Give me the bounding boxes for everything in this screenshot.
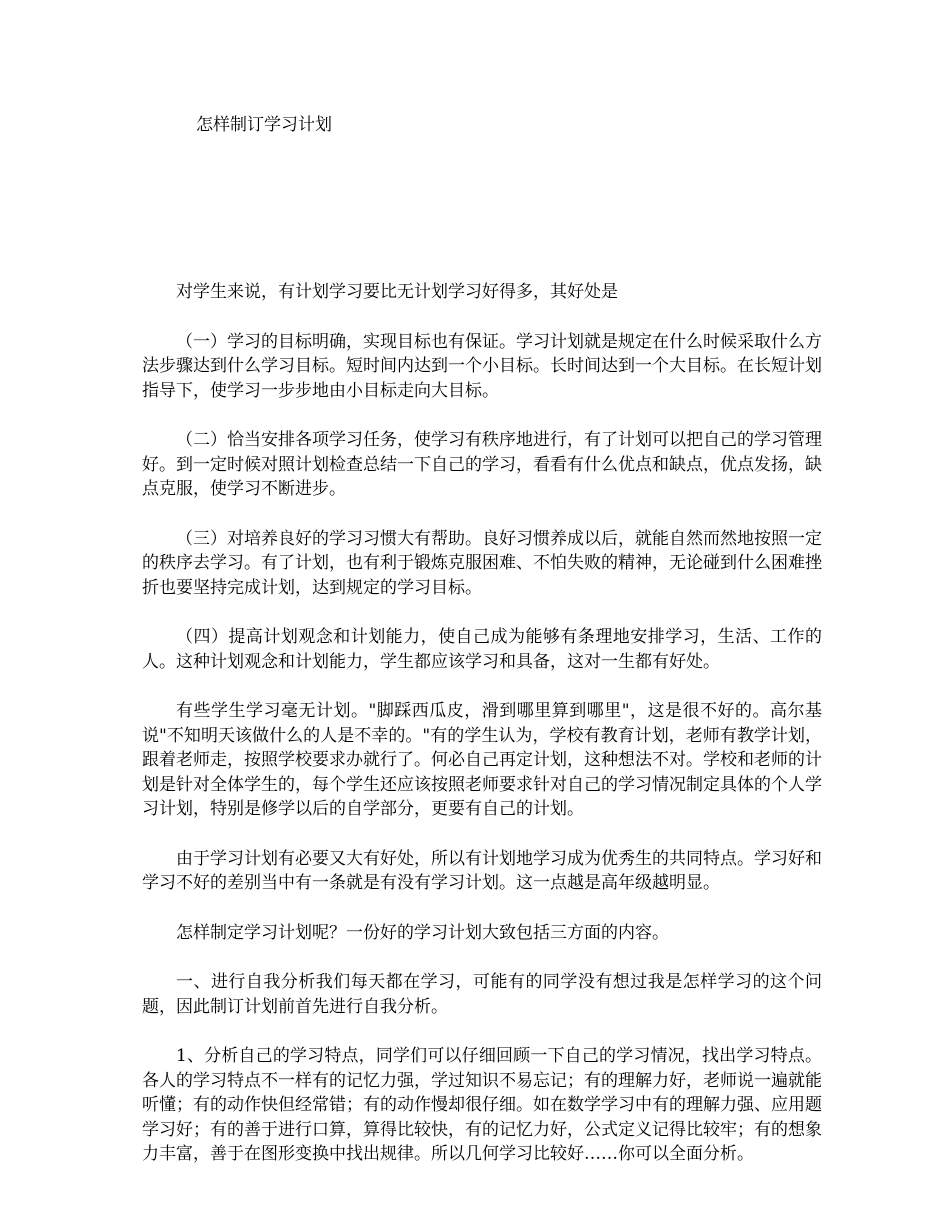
paragraph-how-to: 怎样制定学习计划呢？一份好的学习计划大致包括三方面的内容。 bbox=[176, 922, 669, 943]
paragraph-intro: 对学生来说，有计划学习要比无计划学习好得多，其好处是 bbox=[176, 282, 618, 302]
paragraph-benefit-4: （四）提高计划观念和计划能力，使自己成为能够有条理地安排学习，生活、工作的人。这种计划观念和计划能力，学生都应该学习和具备，这对一生都有好处。 bbox=[142, 627, 822, 672]
paragraph-benefit-2: （二）恰当安排各项学习任务，使学习有秩序地进行，有了计划可以把自己的学习管理好。到一定时候对照计划检查总结一下自己的学习，看看有什么优点和缺点，优点发扬，缺点克服，使学习不断进步。 bbox=[142, 430, 822, 499]
paragraph-benefit-1: （一）学习的目标明确，实现目标也有保证。学习计划就是规定在什么时候采取什么方法步骤达到什么学习目标。短时间内达到一个小目标。长时间达到一个大目标。在长短计划指导下，使学习一步步地由小目标走向大目标。 bbox=[142, 331, 822, 401]
paragraph-learning-traits: 1、分析自己的学习特点，同学们可以仔细回顾一下自己的学习情况，找出学习特点。各人的学习特点不一样有的记忆力强，学过知识不易忘记；有的理解力好，老师说一遍就能听懂；有的动作快但经常错；有的动作慢却很仔细。如在数学学习中有的理解力强、应用题学习好；有的善于进行口算，算得比较快，有的记忆力好，公式定义记得比较牢；有的想象力丰富，善于在图形变换中找出规律。所以几何学习比较好……你可以全面分析。 bbox=[142, 1046, 822, 1164]
paragraph-self-analysis: 一、进行自我分析我们每天都在学习，可能有的同学没有想过我是怎样学习的这个问题，因此制订计划前首先进行自我分析。 bbox=[142, 972, 822, 1017]
paragraph-benefit-3: （三）对培养良好的学习习惯大有帮助。良好习惯养成以后，就能自然而然地按照一定的秩序去学习。有了计划，也有利于锻炼克服困难、不怕失败的精神，无论碰到什么困难挫折也要坚持完成计划，达到规定的学习目标。 bbox=[142, 528, 822, 598]
paragraph-top-students: 由于学习计划有必要又大有好处，所以有计划地学习成为优秀生的共同特点。学习好和学习不好的差别当中有一条就是有没有学习计划。这一点越是高年级越明显。 bbox=[142, 848, 822, 893]
paragraph-no-plan: 有些学生学习毫无计划。"脚踩西瓜皮，滑到哪里算到哪里"，这是很不好的。高尔基说"不知明天该做什么的人是不幸的。"有的学生认为，学校有教育计划，老师有教学计划，跟着老师走，按照学校要求办就行了。何必自己再定计划，这种想法不对。学校和老师的计划是针对全体学生的，每个学生还应该按照老师要求针对自己的学习情况制定具体的个人学习计划，特别是修学以后的自学部分，更要有自己的计划。 bbox=[142, 701, 822, 819]
document-body bbox=[142, 280, 822, 1192]
document-title: 怎样制订学习计划 bbox=[196, 115, 332, 135]
